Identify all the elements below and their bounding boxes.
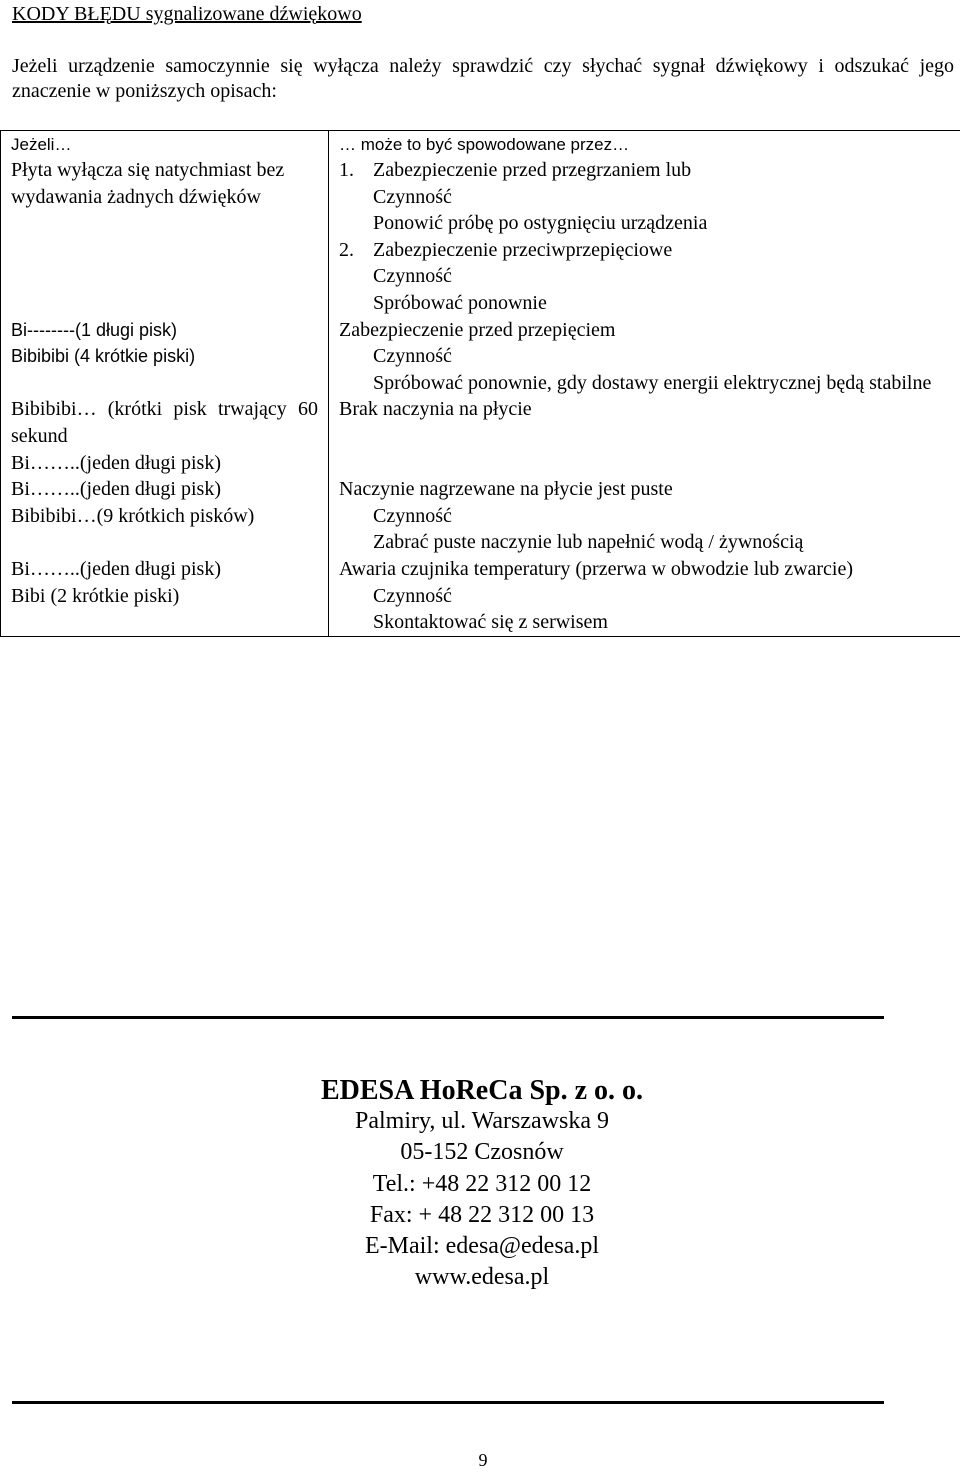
table-row bbox=[329, 131, 960, 317]
row3-left bbox=[1, 396, 329, 476]
company-name: EDESA HoReCa Sp. z o. o. bbox=[320, 1075, 644, 1106]
table-row bbox=[1, 396, 960, 476]
row1-cause-2 bbox=[339, 237, 960, 264]
company-address: Palmiry, ul. Warszawska 9 bbox=[354, 1108, 609, 1135]
row4-cause: Naczynie nagrzewane na płycie jest puste bbox=[339, 478, 673, 501]
table-row bbox=[1, 556, 960, 636]
row2-cause: Zabezpieczenie przed przepięciem bbox=[339, 318, 616, 341]
row5-action: Skontaktować się z serwisem bbox=[373, 611, 608, 634]
row1-signal: Płyta wyłącza się natychmiast bez wydawania żadnych dźwięków bbox=[11, 159, 285, 208]
header-cause: … może to być spowodowane przez… bbox=[339, 135, 630, 154]
company-www: www.edesa.pl bbox=[414, 1264, 550, 1291]
table-row bbox=[1, 476, 960, 556]
row4-right bbox=[329, 476, 960, 556]
row2-left bbox=[1, 317, 329, 397]
row3-signal-1: Bibibibi… (krótki pisk trwający 60 sekund bbox=[11, 398, 318, 447]
row5-signal-1: Bi……..(jeden długi pisk) bbox=[11, 557, 221, 580]
company-fax: Fax: + 48 22 312 00 13 bbox=[369, 1201, 595, 1228]
row4-action-label: Czynność bbox=[373, 504, 452, 527]
row5-right bbox=[329, 556, 960, 636]
row5-cause: Awaria czujnika temperatury (przerwa w obwodzie lub zwarcie) bbox=[339, 557, 854, 580]
header-condition: Jeżeli… bbox=[11, 135, 72, 154]
row1-action-1: Ponowić próbę po ostygnięciu urządzenia bbox=[373, 212, 708, 235]
error-codes-table bbox=[0, 130, 960, 637]
row1-action-2: Spróbować ponownie bbox=[373, 291, 547, 314]
table-row bbox=[1, 131, 329, 317]
row2-signal-2: Bibibibi (4 krótkie piski) bbox=[11, 346, 196, 367]
table-row bbox=[1, 317, 960, 397]
company-email: E-Mail: edesa@edesa.pl bbox=[364, 1233, 599, 1260]
company-block bbox=[12, 1075, 952, 1293]
footer-top-rule bbox=[12, 1016, 884, 1019]
row1-cause-1 bbox=[339, 157, 960, 184]
company-tel: Tel.: +48 22 312 00 12 bbox=[372, 1170, 592, 1197]
row4-action: Zabrać puste naczynie lub napełnić wodą / żywnością bbox=[373, 531, 804, 554]
row2-action: Spróbować ponownie, gdy dostawy energii elektrycznej będą stabilne bbox=[373, 371, 932, 394]
row5-left bbox=[1, 556, 329, 636]
row5-action-label: Czynność bbox=[373, 584, 452, 607]
page-title: KODY BŁĘDU sygnalizowane dźwiękowo bbox=[12, 3, 362, 25]
row3-cause: Brak naczynia na płycie bbox=[339, 398, 532, 421]
table-header-row bbox=[1, 131, 960, 317]
row1-cause-2-text: Zabezpieczenie przeciwprzepięciowe bbox=[373, 238, 673, 261]
row5-signal-2: Bibi (2 krótkie piski) bbox=[11, 584, 180, 607]
row2-right bbox=[329, 317, 960, 397]
company-postal: 05-152 Czosnów bbox=[400, 1139, 564, 1166]
row1-action-label-1: Czynność bbox=[373, 185, 452, 208]
row1-cause-1-text: Zabezpieczenie przed przegrzaniem lub bbox=[373, 159, 692, 181]
row1-num-1: 1. bbox=[339, 159, 354, 181]
row2-signal-1: Bi--------(1 długi pisk) bbox=[11, 319, 177, 340]
row4-left bbox=[1, 476, 329, 556]
row2-action-label: Czynność bbox=[373, 345, 452, 368]
row4-signal-1: Bi……..(jeden długi pisk) bbox=[11, 478, 221, 501]
row3-right bbox=[329, 396, 960, 476]
intro-paragraph: Jeżeli urządzenie samoczynnie się wyłącza należy sprawdzić czy słychać sygnał dźwiękowy i odszukać jego znaczenie w poniższych opisach: bbox=[12, 55, 954, 102]
footer-bottom-rule bbox=[12, 1401, 884, 1404]
row4-signal-2: Bibibibi…(9 krótkich pisków) bbox=[11, 504, 255, 527]
row3-signal-2: Bi……..(jeden długi pisk) bbox=[11, 451, 221, 474]
row1-num-2: 2. bbox=[339, 238, 354, 261]
row1-action-label-2: Czynność bbox=[373, 265, 452, 288]
page-number: 9 bbox=[478, 1450, 488, 1470]
